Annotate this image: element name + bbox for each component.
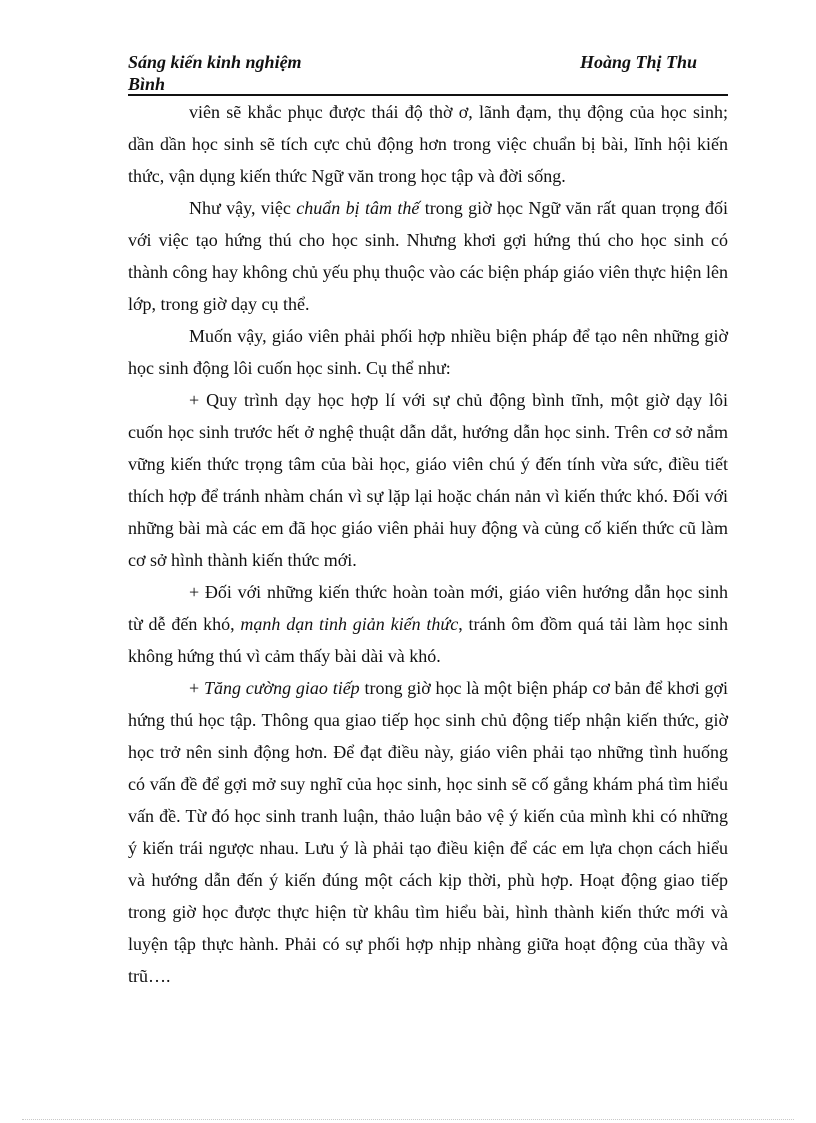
document-body bbox=[128, 96, 728, 992]
paragraph-teaching-process bbox=[128, 384, 728, 576]
author-name-continued: Bình bbox=[128, 74, 166, 94]
author-name: Hoàng Thị Thu bbox=[580, 52, 698, 72]
text-run: Như vậy, việc bbox=[189, 198, 297, 218]
paragraph-methods-intro bbox=[128, 320, 728, 384]
paragraph-communication bbox=[128, 672, 728, 992]
paragraph-preparation bbox=[128, 192, 728, 320]
text-run: Muốn vậy, giáo viên phải phối hợp nhiều biện pháp để tạo nên những giờ học sinh động lôi cuốn học sinh. Cụ thể như: bbox=[128, 326, 728, 378]
text-run: , tránh ôm đồm quá tải làm học sinh không hứng thú vì cảm thấy bài dài và khó. bbox=[128, 614, 728, 666]
italic-phrase: Tăng cường giao tiếp bbox=[203, 678, 360, 698]
italic-phrase: chuẩn bị tâm thế bbox=[296, 198, 420, 218]
page-bottom-border bbox=[22, 1119, 794, 1120]
text-run: trong giờ học Ngữ văn rất quan trọng đối với việc tạo hứng thú cho học sinh. Nhưng khơi gợi hứng thú cho học sinh có thành công hay không chủ yếu phụ thuộc vào các biện pháp giáo viên thực hiện lên lớp, trong giờ dạy cụ thể. bbox=[128, 198, 729, 314]
text-run: + bbox=[189, 678, 204, 698]
text-run: + Quy trình dạy học hợp lí với sự chủ động bình tĩnh, một giờ dạy lôi cuốn học sinh trước hết ở nghệ thuật dẫn dắt, hướng dẫn học sinh. Trên cơ sở nắm vững kiến thức trọng tâm của bài học, giáo viên chú ý đến tính vừa sức, điều tiết thích hợp để tránh nhàm chán vì sự lặp lại hoặc chán nản vì kiến thức khó. Đối với những bài mà các em đã học giáo viên phải huy động và củng cố kiến thức cũ làm cơ sở hình thành kiến thức mới. bbox=[128, 390, 728, 570]
text-run: viên sẽ khắc phục được thái độ thờ ơ, lãnh đạm, thụ động của học sinh; dần dần học sinh sẽ tích cực chủ động hơn trong việc chuẩn bị bài, lĩnh hội kiến thức, vận dụng kiến thức Ngữ văn trong học tập và đời sống. bbox=[128, 102, 728, 186]
paragraph-new-knowledge bbox=[128, 576, 728, 672]
text-run: trong giờ học là một biện pháp cơ bản để khơi gợi hứng thú học tập. Thông qua giao tiếp học sinh chủ động tiếp nhận kiến thức, giờ học trở nên sinh động hơn. Để đạt điều này, giáo viên phải tạo những tình huống có vấn đề để gợi mở suy nghĩ của học sinh, học sinh sẽ cố gắng khám phá tìm hiểu vấn đề. Từ đó học sinh tranh luận, thảo luận bảo vệ ý kiến của mình khi có những ý kiến trái ngược nhau. Lưu ý là phải tạo điều kiện để các em lựa chọn cách hiểu và hướng dẫn đến ý kiến đúng một cách kịp thời, phù hợp. Hoạt động giao tiếp trong giờ học được thực hiện từ khâu tìm hiểu bài, hình thành kiến thức mới và luyện tập thực hành. Phải có sự phối hợp nhịp nhàng giữa hoạt động của thầy và trũ…. bbox=[128, 678, 728, 986]
paragraph-continuation bbox=[128, 96, 728, 192]
text-run: + Đối với những kiến thức hoàn toàn mới, giáo viên hướng dẫn học sinh từ dễ đến khó, bbox=[128, 582, 728, 634]
document-title: Sáng kiến kinh nghiệm bbox=[128, 52, 302, 72]
italic-phrase: mạnh dạn tinh giản kiến thức bbox=[240, 614, 459, 634]
